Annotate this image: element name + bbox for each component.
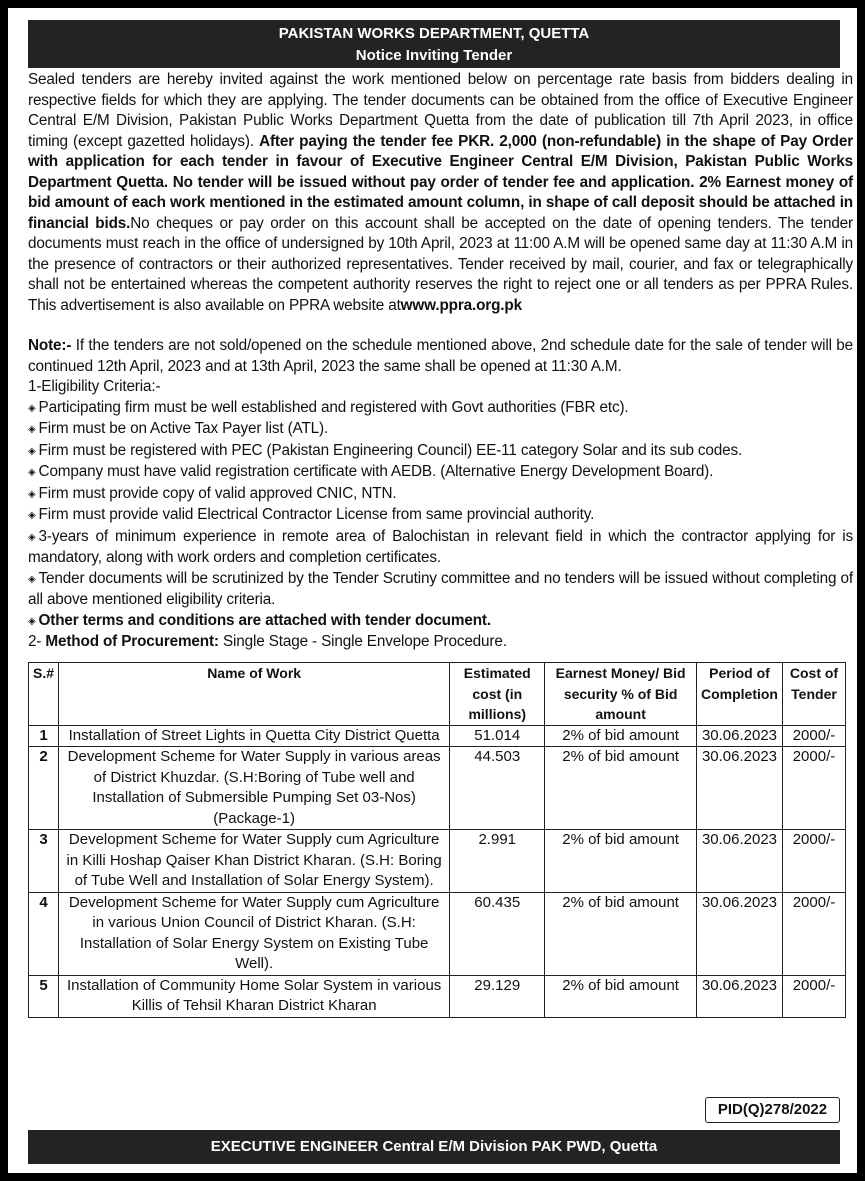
eligibility-item: ◈ Firm must provide valid Electrical Contractor License from same provincial authority.	[28, 505, 853, 527]
cell-serial: 3	[29, 830, 59, 893]
cell-estimated-cost: 2.991	[450, 830, 545, 893]
pid-number: PID(Q)278/2022	[705, 1097, 840, 1123]
col-earnest-money: Earnest Money/ Bid security % of Bid amount	[545, 663, 697, 726]
cell-serial: 5	[29, 975, 59, 1017]
tender-notice	[8, 8, 857, 1173]
cell-cost-of-tender: 2000/-	[782, 725, 845, 747]
cell-period: 30.06.2023	[697, 830, 783, 893]
eligibility-item-bold: ◈ Other terms and conditions are attached with tender document.	[28, 611, 853, 633]
table-row	[29, 725, 846, 747]
notice-body	[28, 70, 853, 653]
col-estimated-cost: Estimated cost (in millions)	[450, 663, 545, 726]
cell-name-of-work: Development Scheme for Water Supply in various areas of District Khuzdar. (S.H:Boring of Tube well and Installation of Submersible Pumping Set 03-Nos) (Package-1)	[58, 747, 449, 830]
cell-estimated-cost: 44.503	[450, 747, 545, 830]
cell-cost-of-tender: 2000/-	[782, 975, 845, 1017]
eligibility-item: ◈ Firm must provide copy of valid approved CNIC, NTN.	[28, 484, 853, 506]
table-row	[29, 747, 846, 830]
cell-cost-of-tender: 2000/-	[782, 747, 845, 830]
col-cost-of-tender: Cost of Tender	[782, 663, 845, 726]
eligibility-item: ◈ Participating firm must be well established and registered with Govt authorities (FBR etc).	[28, 398, 853, 420]
procurement-method: 2- Method of Procurement: Single Stage - Single Envelope Procedure.	[28, 633, 507, 650]
eligibility-item: ◈ Tender documents will be scrutinized by the Tender Scrutiny committee and no tenders will be issued without completing of all above mentioned eligibility criteria.	[28, 569, 853, 611]
cell-serial: 2	[29, 747, 59, 830]
cell-earnest-money: 2% of bid amount	[545, 725, 697, 747]
cell-name-of-work: Installation of Community Home Solar System in various Killis of Tehsil Kharan District Kharan	[58, 975, 449, 1017]
note-paragraph: Note:- If the tenders are not sold/opened on the schedule mentioned above, 2nd schedule date for the sale of tender will be continued 12th April, 2023 and at 13th April, 2023 the same shall be opened at 11:30 A.M.	[28, 337, 853, 375]
col-name-of-work: Name of Work	[58, 663, 449, 726]
ppra-website-link[interactable]: www.ppra.org.pk	[400, 296, 522, 314]
eligibility-item: ◈ Firm must be on Active Tax Payer list (ATL).	[28, 419, 853, 441]
cell-estimated-cost: 60.435	[450, 892, 545, 975]
cell-name-of-work: Development Scheme for Water Supply cum Agriculture in various Union Council of District Kharan. (S.H: Installation of Solar Energy System on Existing Tube Well).	[58, 892, 449, 975]
cell-period: 30.06.2023	[697, 975, 783, 1017]
cell-period: 30.06.2023	[697, 747, 783, 830]
col-serial: S.#	[29, 663, 59, 726]
cell-cost-of-tender: 2000/-	[782, 830, 845, 893]
intro-paragraph: Sealed tenders are hereby invited against the work mentioned below on percentage rate basis from bidders dealing in respective fields for which they are applying. The tender documents can be obtained from the office of Executive Engineer Central E/M Division, Pakistan Public Works Department Quetta from the date of publication till 7th April 2023, in office timing (except gazetted holidays). After paying the tender fee PKR. 2,000 (non-refundable) in the shape of Pay Order with application for each tender in favour of Executive Engineer Central E/M Division, Pakistan Public Works Department Quetta. No tender will be issued without pay order of tender fee and application. 2% Earnest money of bid amount of each work mentioned in the estimated amount column, in shape of call deposit should be attached in financial bids.No cheques or pay order on this account shall be accepted on the date of opening tenders. The tender documents must reach in the office of undersigned by 10th April, 2023 at 11:00 A.M will be opened same day at 11:30 A.M in the presence of contractors or their authorized representatives. Tender received by mail, courier, and fax or telegraphically shall not be entertained whereas the competent authority reserves the right to reject one or all tenders as per PPRA Rules. This advertisement is also available on PPRA website atwww.ppra.org.pk	[28, 71, 854, 314]
footer-signature: EXECUTIVE ENGINEER Central E/M Division PAK PWD, Quetta	[28, 1130, 840, 1164]
cell-period: 30.06.2023	[697, 892, 783, 975]
cell-period: 30.06.2023	[697, 725, 783, 747]
cell-earnest-money: 2% of bid amount	[545, 830, 697, 893]
cell-name-of-work: Installation of Street Lights in Quetta City District Quetta	[58, 725, 449, 747]
eligibility-item: ◈ 3-years of minimum experience in remote area of Balochistan in relevant field in which the contractor applying for is mandatory, along with work orders and completion certificates.	[28, 527, 853, 569]
table-header-row	[29, 663, 846, 726]
eligibility-heading: 1-Eligibility Criteria:-	[28, 378, 161, 395]
works-table	[28, 662, 846, 1018]
cell-earnest-money: 2% of bid amount	[545, 975, 697, 1017]
table-row	[29, 892, 846, 975]
cell-estimated-cost: 51.014	[450, 725, 545, 747]
cell-cost-of-tender: 2000/-	[782, 892, 845, 975]
cell-name-of-work: Development Scheme for Water Supply cum Agriculture in Killi Hoshap Qaiser Khan District Kharan. (S.H: Boring of Tube Well and Installation of Solar Energy System).	[58, 830, 449, 893]
notice-subtitle: Notice Inviting Tender	[355, 47, 513, 64]
cell-earnest-money: 2% of bid amount	[545, 747, 697, 830]
eligibility-item: ◈ Firm must be registered with PEC (Pakistan Engineering Council) EE-11 category Solar and its sub codes.	[28, 441, 853, 463]
cell-estimated-cost: 29.129	[450, 975, 545, 1017]
cell-earnest-money: 2% of bid amount	[545, 892, 697, 975]
col-period: Period of Completion	[697, 663, 783, 726]
table-row	[29, 975, 846, 1017]
table-row	[29, 830, 846, 893]
eligibility-item: ◈ Company must have valid registration certificate with AEDB. (Alternative Energy Development Board).	[28, 462, 853, 484]
notice-header	[28, 20, 840, 68]
cell-serial: 4	[29, 892, 59, 975]
cell-serial: 1	[29, 725, 59, 747]
department-title: PAKISTAN WORKS DEPARTMENT, QUETTA	[278, 25, 590, 42]
